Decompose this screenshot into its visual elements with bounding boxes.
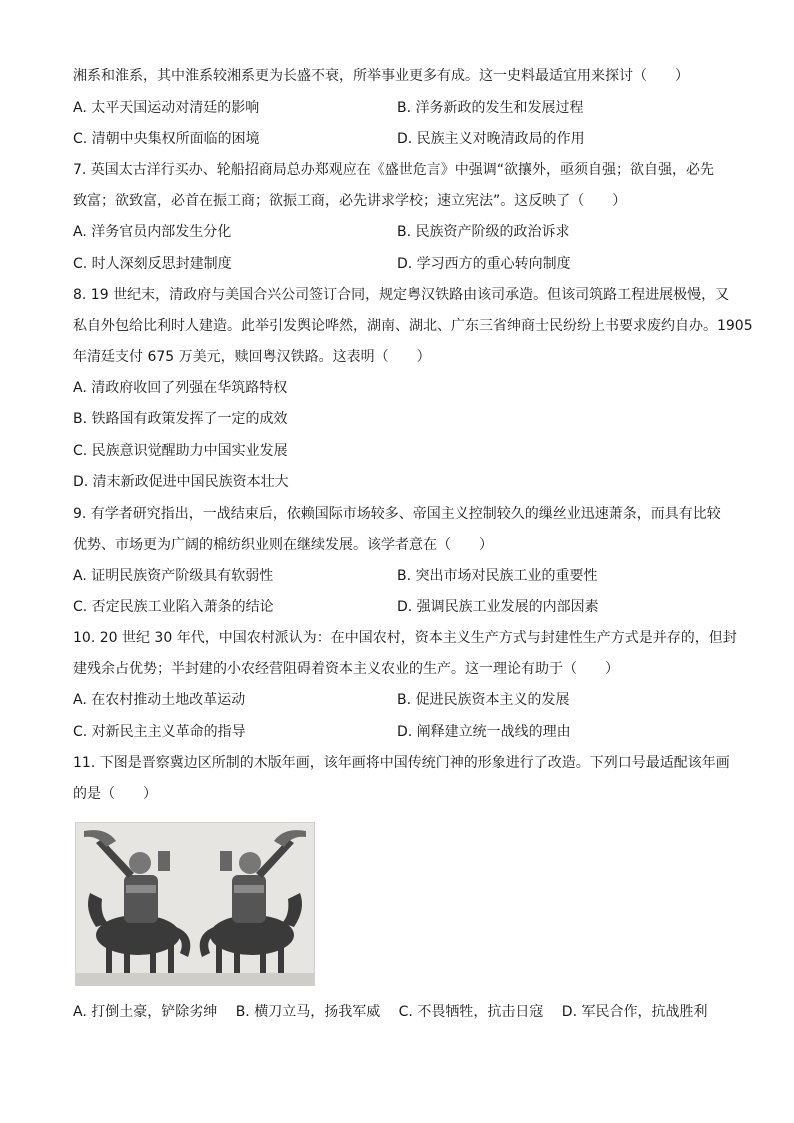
q11-option-b[interactable]: B. 横刀立马，扬我军威 <box>235 1004 381 1020</box>
q9-option-d[interactable]: D. 强调民族工业发展的内部因素 <box>397 599 599 615</box>
q11-option-d[interactable]: D. 军民合作，抗战胜利 <box>561 1004 708 1020</box>
q7-option-b[interactable]: B. 民族资产阶级的政治诉求 <box>397 224 570 240</box>
q11-options <box>73 1002 707 1022</box>
q6-option-a[interactable]: A. 太平天国运动对清廷的影响 <box>73 100 260 116</box>
q7-stem-line-1: 7. 英国太古洋行买办、轮船招商局总办郑观应在《盛世危言》中强调“欲攘外，亟须自强；欲自强，必先 <box>73 162 715 178</box>
q10-stem-line-2: 建残余占优势；半封建的小农经营阻碍着资本主义农业的生产。这一理论有助于（ ） <box>73 661 619 677</box>
q6-option-c[interactable]: C. 清朝中央集权所面临的困境 <box>73 131 260 147</box>
q8-option-b[interactable]: B. 铁路国有政策发挥了一定的成效 <box>73 411 288 427</box>
q8-option-d[interactable]: D. 清末新政促进中国民族资本壮大 <box>73 474 289 490</box>
q7-option-a[interactable]: A. 洋务官员内部发生分化 <box>73 224 232 240</box>
q10-option-d[interactable]: D. 阐释建立统一战线的理由 <box>397 724 571 740</box>
q7-stem-line-2: 致富；欲致富，必首在振工商；欲振工商，必先讲求学校；速立宪法”。这反映了（ ） <box>73 193 627 209</box>
q11-stem-line-1: 11. 下图是晋察冀边区所制的木版年画，该年画将中国传统门神的形象进行了改造。下列口号最适配该年画 <box>73 755 730 771</box>
q11-option-c[interactable]: C. 不畏牺牲，抗击日寇 <box>398 1004 544 1020</box>
q6-stem: 湘系和淮系，其中淮系较湘系更为长盛不衰，所举事业更多有成。这一史料最适宜用来探讨（ ） <box>73 68 689 84</box>
q9-option-a[interactable]: A. 证明民族资产阶级具有软弱性 <box>73 568 274 584</box>
q7-option-d[interactable]: D. 学习西方的重心转向制度 <box>397 256 571 272</box>
q11-stem-line-2: 的是（ ） <box>73 786 157 802</box>
q8-stem-line-2: 私自外包给比利时人建造。此举引发舆论哗然，湖南、湖北、广东三省绅商士民纷纷上书要求废约自办。1905 <box>73 318 753 334</box>
q6-option-b[interactable]: B. 洋务新政的发生和发展过程 <box>397 100 584 116</box>
q8-stem-line-3: 年清廷支付 675 万美元，赎回粤汉铁路。这表明（ ） <box>73 349 431 365</box>
q8-option-c[interactable]: C. 民族意识觉醒助力中国实业发展 <box>73 443 288 459</box>
q7-option-c[interactable]: C. 时人深刻反思封建制度 <box>73 256 232 272</box>
q9-option-c[interactable]: C. 否定民族工业陷入萧条的结论 <box>73 599 274 615</box>
q10-option-c[interactable]: C. 对新民主主义革命的指导 <box>73 724 246 740</box>
q10-option-b[interactable]: B. 促进民族资本主义的发展 <box>397 692 570 708</box>
q8-stem-line-1: 8. 19 世纪末，清政府与美国合兴公司签订合同，规定粤汉铁路由该司承造。但该司筑路工程进展极慢，又 <box>73 287 730 303</box>
woodblock-new-year-painting <box>75 822 315 986</box>
q6-option-d[interactable]: D. 民族主义对晚清政局的作用 <box>397 131 585 147</box>
q10-stem-line-1: 10. 20 世纪 30 年代，中国农村派认为：在中国农村，资本主义生产方式与封建性生产方式是并存的，但封 <box>73 630 737 646</box>
q9-option-b[interactable]: B. 突出市场对民族工业的重要性 <box>397 568 598 584</box>
q11-option-a[interactable]: A. 打倒土豪，铲除劣绅 <box>73 1004 218 1020</box>
q9-stem-line-2: 优势、市场更为广阔的棉纺织业则在继续发展。该学者意在（ ） <box>73 537 493 553</box>
q8-option-a[interactable]: A. 清政府收回了列强在华筑路特权 <box>73 380 288 396</box>
q9-stem-line-1: 9. 有学者研究指出，一战结束后，依赖国际市场较多、帝国主义控制较久的缫丝业迅速萧条，而具有比较 <box>73 506 721 522</box>
q10-option-a[interactable]: A. 在农村推动土地改革运动 <box>73 692 246 708</box>
